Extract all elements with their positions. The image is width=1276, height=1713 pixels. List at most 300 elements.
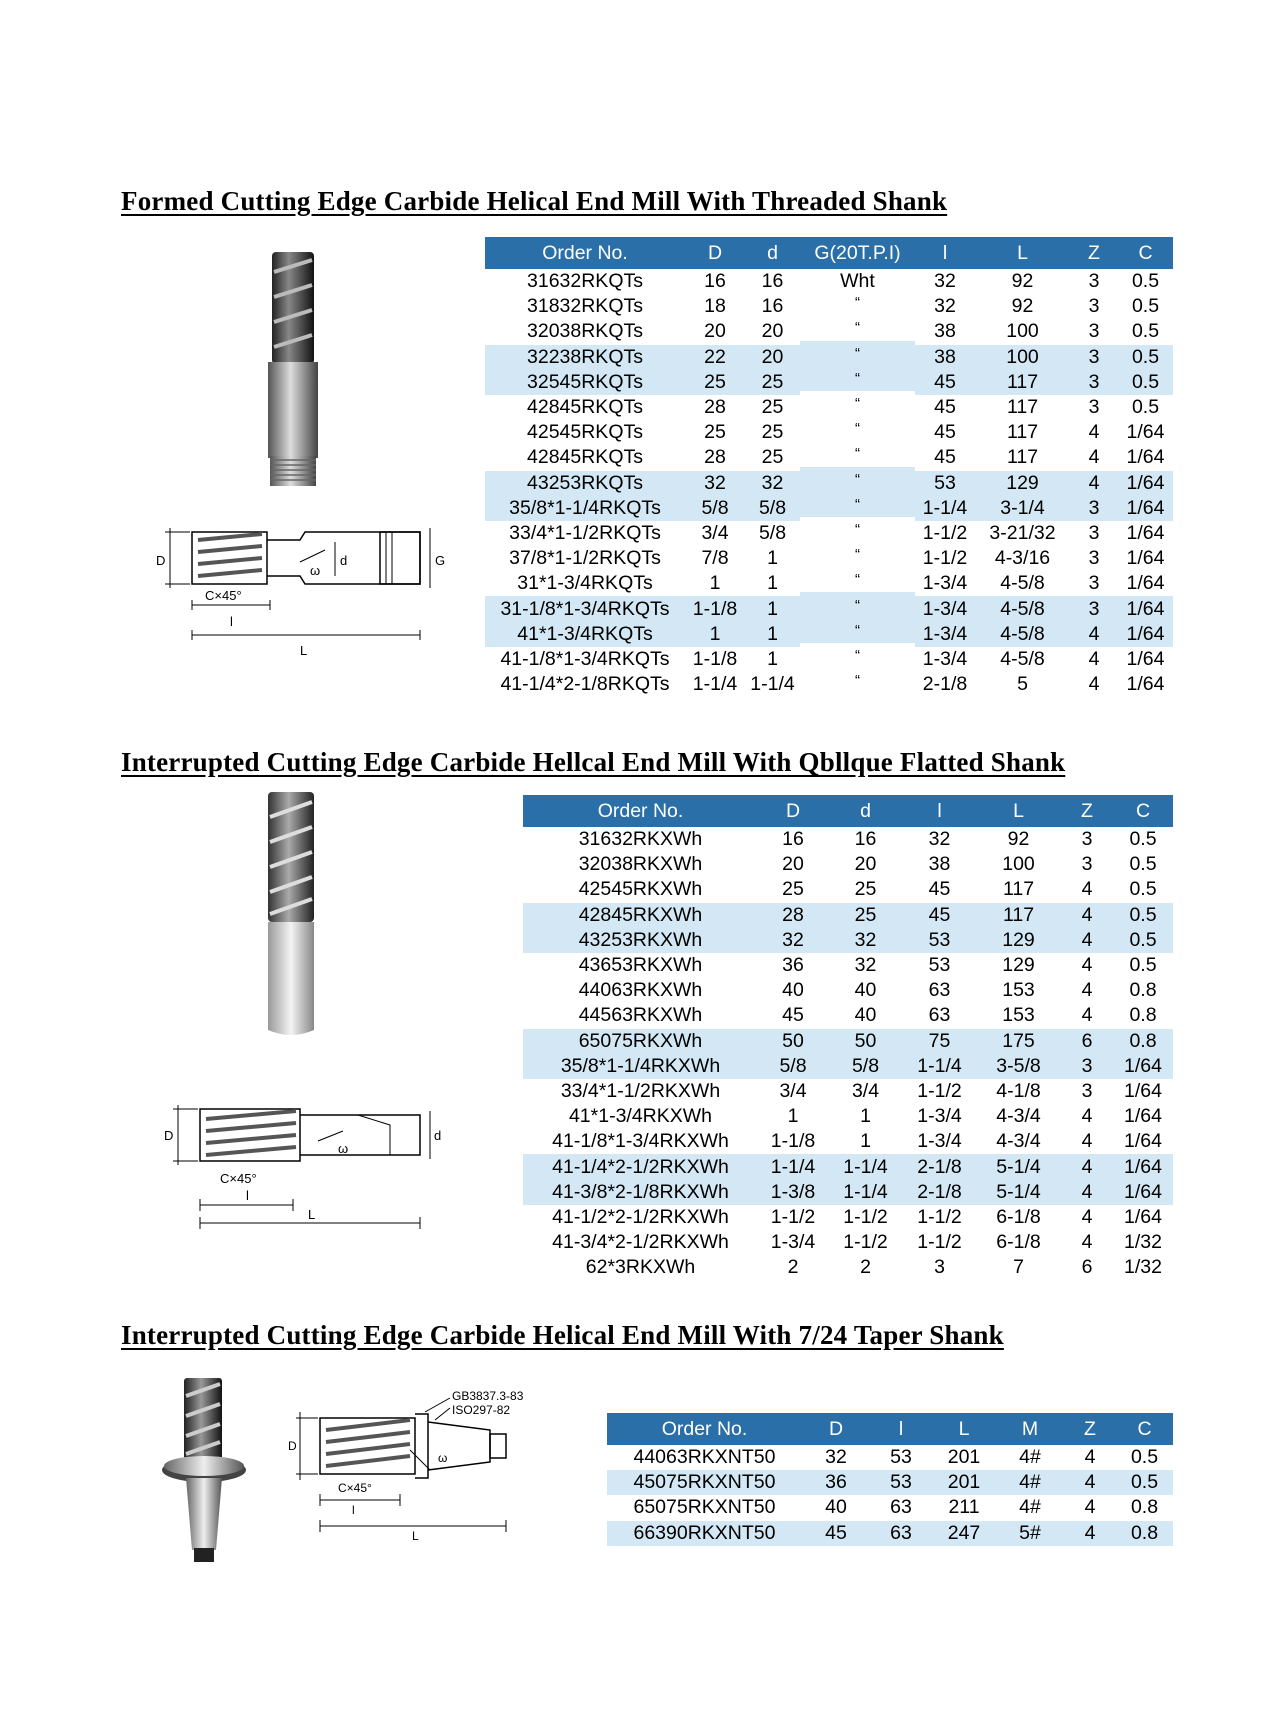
table-cell: 1/64	[1113, 1154, 1173, 1179]
table-cell: 25	[782, 878, 804, 901]
table-cell: 32038RKXWh	[578, 853, 703, 876]
column-header: C	[1118, 237, 1173, 269]
table-cell: “	[855, 571, 860, 589]
table-cell: 18	[704, 295, 726, 318]
table-cell: 0.5	[1113, 903, 1173, 928]
table-cell: 3	[1061, 1054, 1113, 1079]
table-cell: 66390RKXNT50	[607, 1521, 802, 1546]
table-cell: 1-3/4	[922, 647, 968, 670]
table-cell: 5/8	[758, 521, 787, 544]
table-cell: 4-3/4	[996, 1130, 1041, 1153]
table-cell: 0.5	[1129, 954, 1157, 977]
table-cell: 129	[976, 928, 1061, 953]
flatted-shank-technical-drawing	[158, 1095, 458, 1235]
table-cell: 1	[767, 572, 778, 595]
table-cell: 0.5	[1131, 396, 1160, 419]
table-cell: 4#	[1019, 1446, 1041, 1469]
table-cell: 6	[1061, 1029, 1113, 1054]
table-cell: 41*1-3/4RKQTs	[485, 622, 685, 647]
taper-shank-technical-drawing	[290, 1390, 550, 1560]
table-cell: 153	[1002, 1004, 1035, 1027]
table-row	[523, 928, 1173, 953]
table-cell: 41-1/4*2-1/8RKQTs	[500, 673, 670, 696]
drawing-label-L: L	[308, 1207, 316, 1222]
table-cell: 65075RKXWh	[523, 1029, 758, 1054]
table-cell: 33/4*1-1/2RKQTs	[509, 521, 661, 544]
table-cell: 42845RKXWh	[523, 903, 758, 928]
table-cell: 1/32	[1124, 1231, 1162, 1254]
table-row	[607, 1470, 1173, 1495]
table-cell: 63	[928, 979, 951, 1002]
table-cell: “	[800, 366, 915, 391]
table-cell: 4	[1061, 928, 1113, 953]
table-cell: 3	[1081, 853, 1093, 876]
table-cell: 175	[976, 1029, 1061, 1054]
table-cell: 0.5	[1116, 1470, 1173, 1495]
table-cell: 4	[1070, 622, 1118, 647]
column-header: D	[802, 1413, 870, 1445]
table-cell: 62*3RKXWh	[585, 1256, 696, 1279]
table-cell: 3-5/8	[976, 1054, 1061, 1079]
drawing-label-l: l	[352, 1503, 355, 1517]
table-cell: 25	[685, 370, 745, 395]
table-cell: 3	[1081, 1079, 1093, 1102]
table-cell: 32	[934, 270, 956, 293]
table-cell: 1/64	[1113, 1180, 1173, 1205]
column-header: G(20T.P.I)	[800, 237, 915, 269]
table-cell: 0.5	[1130, 1446, 1159, 1469]
table-cell: 1	[767, 547, 778, 570]
table-cell: 50	[828, 1029, 903, 1054]
drawing-label-d: d	[340, 553, 348, 568]
table-cell: 1/32	[1124, 1256, 1162, 1279]
drawing-label-G: G	[435, 553, 446, 568]
column-header: l	[903, 795, 976, 827]
table-cell: 45	[915, 370, 975, 395]
table-cell: 1	[860, 1130, 871, 1153]
section1-spec-table	[485, 237, 1173, 697]
table-cell: 1-3/4	[917, 1105, 962, 1128]
table-cell: 45	[782, 1004, 804, 1027]
table-cell: 4	[1064, 1521, 1116, 1546]
table-cell: 0.8	[1129, 979, 1157, 1002]
table-row	[523, 852, 1173, 877]
table-cell: 53	[915, 471, 975, 496]
table-cell: 1-1/4	[828, 1154, 903, 1179]
table-cell: 4#	[996, 1470, 1064, 1495]
table-cell: 3	[1070, 496, 1118, 521]
column-header: l	[915, 237, 975, 269]
table-cell: 36	[802, 1470, 870, 1495]
table-cell: 4#	[1019, 1496, 1041, 1519]
table-cell: 1/64	[1126, 547, 1165, 570]
table-cell: 25	[704, 421, 726, 444]
table-cell: 2-1/8	[903, 1180, 976, 1205]
column-header: l	[870, 1413, 932, 1445]
table-cell: 32038RKQTs	[527, 320, 643, 343]
table-cell: 1/64	[1126, 446, 1165, 469]
table-cell: 53	[890, 1446, 912, 1469]
section3-spec-table	[607, 1413, 1173, 1546]
column-header: L	[932, 1413, 996, 1445]
table-cell: 1/64	[1126, 421, 1165, 444]
drawing-label-L: L	[300, 643, 308, 658]
table-cell: 43253RKXWh	[523, 928, 758, 953]
table-cell: 117	[1006, 446, 1039, 469]
table-cell: 32	[825, 1446, 847, 1469]
table-cell: 201	[932, 1470, 996, 1495]
table-cell: 0.8	[1116, 1521, 1173, 1546]
table-cell: 1-1/8	[692, 647, 738, 670]
table-cell: 5	[1017, 673, 1028, 696]
table-cell: 4	[1081, 954, 1093, 977]
table-cell: 1-1/2	[843, 1205, 888, 1228]
table-cell: 45	[934, 446, 956, 469]
table-cell: 4	[1084, 1496, 1096, 1519]
column-header: M	[996, 1413, 1064, 1445]
table-cell: 117	[975, 370, 1070, 395]
table-cell: 32	[745, 471, 800, 496]
table-cell: 41-3/8*2-1/8RKXWh	[523, 1180, 758, 1205]
table-cell: 41-1/8*1-3/4RKXWh	[552, 1130, 729, 1153]
table-cell: 75	[903, 1029, 976, 1054]
table-cell: 2-1/8	[922, 673, 968, 696]
table-cell: 40	[782, 979, 804, 1002]
table-cell: 53	[928, 954, 951, 977]
threaded-shank-end-mill-photo	[264, 252, 324, 488]
table-cell: 1-3/8	[758, 1180, 828, 1205]
table-header-row	[485, 237, 1173, 269]
table-cell: 4	[1088, 673, 1100, 696]
table-row	[523, 1129, 1173, 1154]
table-cell: “	[855, 319, 860, 337]
table-cell: 1	[745, 622, 800, 647]
table-cell: 42845RKQTs	[527, 396, 643, 419]
table-cell: 0.5	[1129, 878, 1157, 901]
table-cell: “	[855, 520, 860, 538]
table-cell: 3	[1088, 295, 1100, 318]
table-cell: 1/64	[1126, 673, 1165, 696]
column-header: C	[1116, 1413, 1173, 1445]
taper-shank-end-mill-photo	[158, 1378, 258, 1568]
table-cell: 22	[685, 345, 745, 370]
table-cell: 100	[1002, 853, 1035, 876]
drawing-label-D: D	[156, 553, 166, 568]
table-cell: 20	[704, 320, 726, 343]
table-cell: 40	[854, 979, 877, 1002]
column-header: D	[758, 795, 828, 827]
table-cell: 1-3/4	[917, 1130, 962, 1153]
table-cell: 45	[928, 878, 951, 901]
table-row	[523, 1079, 1173, 1104]
table-cell: 32238RKQTs	[485, 345, 685, 370]
table-cell: 153	[1002, 979, 1035, 1002]
table-cell: 53	[870, 1470, 932, 1495]
table-cell: “	[800, 341, 915, 366]
table-cell: 0.5	[1129, 853, 1157, 876]
section2-title: Interrupted Cutting Edge Carbide Hellcal End Mill With Qbllque Flatted Shank	[121, 747, 1066, 777]
table-cell: 45	[934, 396, 956, 419]
table-cell: 32	[934, 295, 956, 318]
table-cell: 100	[1006, 320, 1039, 343]
table-cell: 42545RKXWh	[578, 878, 703, 901]
table-cell: 5/8	[758, 1054, 828, 1079]
table-cell: 3	[1088, 396, 1100, 419]
table-cell: 4	[1061, 1180, 1113, 1205]
table-cell: 20	[782, 853, 804, 876]
table-row	[523, 1230, 1173, 1255]
table-cell: 3	[1088, 521, 1100, 544]
table-cell: 0.5	[1118, 345, 1173, 370]
table-cell: 2-1/8	[903, 1154, 976, 1179]
table-cell: 1-1/2	[922, 547, 968, 570]
table-cell: 6-1/8	[996, 1205, 1041, 1228]
table-cell: 44063RKXNT50	[633, 1446, 776, 1469]
table-cell: 45	[903, 903, 976, 928]
table-cell: 4	[1081, 878, 1093, 901]
table-cell: 0.5	[1131, 295, 1160, 318]
table-cell: 4	[1081, 1231, 1093, 1254]
column-header: Order No.	[607, 1413, 802, 1445]
table-cell: 6-1/8	[996, 1231, 1041, 1254]
table-cell: 4-5/8	[975, 596, 1070, 621]
table-cell: 5/8	[745, 496, 800, 521]
table-cell: 5/8	[685, 496, 745, 521]
table-cell: 1-3/4	[915, 622, 975, 647]
table-cell: 6	[1081, 1256, 1093, 1279]
table-cell: 41-1/8*1-3/4RKQTs	[500, 647, 670, 670]
table-cell: 5/8	[828, 1054, 903, 1079]
table-cell: 201	[947, 1446, 981, 1469]
table-cell: 4	[1064, 1470, 1116, 1495]
table-cell: 3/4	[779, 1079, 807, 1102]
table-cell: 1	[745, 596, 800, 621]
table-cell: 28	[758, 903, 828, 928]
drawing-label-standard-iso: ISO297-82	[452, 1403, 511, 1417]
table-cell: 4	[1081, 1004, 1093, 1027]
table-row	[523, 978, 1173, 1003]
table-cell: 33/4*1-1/2RKXWh	[560, 1079, 721, 1102]
table-cell: 129	[975, 471, 1070, 496]
column-header: C	[1113, 795, 1173, 827]
table-cell: 1	[767, 647, 778, 670]
table-cell: 4	[1081, 1205, 1093, 1228]
table-cell: 0.5	[1131, 320, 1160, 343]
table-cell: 1/64	[1126, 647, 1165, 670]
table-cell: 5-1/4	[976, 1154, 1061, 1179]
table-cell: 38	[928, 853, 951, 876]
table-row	[523, 1029, 1173, 1054]
table-row	[523, 1180, 1173, 1205]
table-cell: 92	[1011, 295, 1034, 318]
drawing-label-standard-gb: GB3837.3-83	[452, 1389, 524, 1403]
table-cell: 3	[1088, 320, 1100, 343]
table-cell: 92	[1007, 828, 1030, 851]
drawing-label-L: L	[412, 1529, 419, 1543]
section2-spec-table	[523, 795, 1173, 1280]
table-cell: 1-1/4	[692, 673, 738, 696]
table-cell: 44563RKXWh	[578, 1004, 703, 1027]
drawing-label-chamfer: C×45°	[205, 588, 242, 603]
table-cell: 43653RKXWh	[578, 954, 703, 977]
table-cell: 0.5	[1118, 370, 1173, 395]
table-header-row	[523, 795, 1173, 827]
column-header: Order No.	[485, 237, 685, 269]
table-row	[523, 953, 1173, 978]
table-cell: 0.5	[1113, 928, 1173, 953]
table-cell: 1/64	[1124, 1079, 1162, 1102]
table-cell: 4	[1061, 903, 1113, 928]
table-cell: 37/8*1-1/2RKQTs	[509, 547, 661, 570]
table-cell: 1/64	[1126, 521, 1165, 544]
table-cell: 7/8	[701, 547, 729, 570]
table-cell: 4	[1088, 647, 1100, 670]
table-cell: 25	[745, 370, 800, 395]
table-cell: 16	[761, 270, 784, 293]
table-cell: 16	[761, 295, 784, 318]
table-cell: Wht	[840, 270, 875, 293]
table-cell: 117	[1006, 396, 1039, 419]
table-cell: 44063RKXWh	[578, 979, 703, 1002]
table-cell: 1/64	[1124, 1105, 1162, 1128]
table-cell: 117	[976, 903, 1061, 928]
table-row	[607, 1445, 1173, 1470]
drawing-label-d: d	[434, 1128, 442, 1143]
table-cell: 32	[758, 928, 828, 953]
table-cell: 211	[948, 1496, 980, 1519]
table-cell: 3-21/32	[989, 521, 1056, 544]
table-cell: 1/64	[1118, 596, 1173, 621]
table-cell: “	[855, 672, 860, 690]
table-cell: 4	[1061, 1154, 1113, 1179]
table-cell: “	[855, 395, 860, 413]
table-cell: 1-1/2	[770, 1205, 816, 1228]
drawing-label-omega: ω	[438, 1451, 448, 1465]
table-cell: “	[855, 445, 860, 463]
table-row	[607, 1521, 1173, 1546]
table-row	[523, 1205, 1173, 1230]
table-cell: 0.8	[1129, 1004, 1157, 1027]
table-header-row	[607, 1413, 1173, 1445]
table-cell: “	[855, 294, 860, 312]
column-header: L	[976, 795, 1061, 827]
drawing-label-chamfer: C×45°	[338, 1481, 372, 1495]
drawing-label-chamfer: C×45°	[220, 1171, 257, 1186]
table-cell: 31632RKXWh	[578, 828, 703, 851]
table-cell: 1-1/2	[917, 1079, 962, 1102]
column-header: Z	[1070, 237, 1118, 269]
table-cell: 3-1/4	[975, 496, 1070, 521]
table-cell: 3	[934, 1256, 945, 1279]
table-cell: “	[800, 618, 915, 643]
table-cell: 20	[745, 345, 800, 370]
table-cell: 32	[685, 471, 745, 496]
table-cell: 1-1/8	[770, 1130, 816, 1153]
table-cell: 31632RKQTs	[527, 270, 643, 293]
table-cell: 3	[1070, 345, 1118, 370]
table-cell: 1-1/4	[828, 1180, 903, 1205]
table-cell: 129	[1002, 954, 1035, 977]
drawing-label-omega: ω	[310, 563, 321, 578]
table-cell: “	[855, 420, 860, 438]
column-header: d	[828, 795, 903, 827]
table-cell: 92	[1011, 270, 1034, 293]
table-cell: 1-1/2	[917, 1231, 962, 1254]
table-cell: 4-5/8	[1000, 572, 1045, 595]
table-cell: 3/4	[701, 521, 729, 544]
column-header: Order No.	[523, 795, 758, 827]
table-cell: 3	[1088, 270, 1100, 293]
table-cell: 31832RKQTs	[527, 295, 643, 318]
table-row	[523, 1104, 1173, 1129]
table-row	[523, 1154, 1173, 1179]
table-cell: 7	[1013, 1256, 1024, 1279]
section1-title: Formed Cutting Edge Carbide Helical End Mill With Threaded Shank	[121, 186, 948, 216]
table-cell: 4	[1081, 979, 1093, 1002]
table-cell: 1-1/2	[917, 1205, 962, 1228]
table-cell: 25	[761, 421, 784, 444]
table-row	[523, 877, 1173, 902]
table-cell: 1/64	[1118, 622, 1173, 647]
drawing-label-l: l	[230, 614, 233, 629]
table-cell: 32	[928, 828, 951, 851]
table-cell: 32545RKQTs	[485, 370, 685, 395]
table-row	[523, 827, 1173, 852]
table-cell: 32	[854, 954, 877, 977]
column-header: L	[975, 237, 1070, 269]
table-cell: 38	[934, 320, 956, 343]
table-cell: 1	[860, 1105, 871, 1128]
table-cell: 117	[1006, 421, 1039, 444]
table-cell: 1-3/4	[915, 596, 975, 621]
table-cell: 42545RKQTs	[527, 421, 643, 444]
table-cell: 1/64	[1126, 572, 1165, 595]
table-cell: 45	[934, 421, 956, 444]
table-cell: “	[800, 592, 915, 617]
table-cell: 43253RKQTs	[485, 471, 685, 496]
table-cell: 1-1/4	[903, 1054, 976, 1079]
table-cell: 3/4	[851, 1079, 880, 1102]
table-cell: 4-3/16	[994, 547, 1051, 570]
table-cell: 5#	[996, 1521, 1064, 1546]
table-cell: 1/64	[1124, 1205, 1162, 1228]
table-cell: 45	[802, 1521, 870, 1546]
column-header: Z	[1061, 795, 1113, 827]
table-row	[523, 1054, 1173, 1079]
table-cell: 31-1/8*1-3/4RKQTs	[485, 596, 685, 621]
drawing-label-omega: ω	[338, 1141, 349, 1156]
table-cell: 3	[1081, 828, 1093, 851]
table-cell: 3	[1088, 547, 1100, 570]
table-cell: 247	[932, 1521, 996, 1546]
table-cell: 35/8*1-1/4RKXWh	[523, 1054, 758, 1079]
table-cell: 0.5	[1131, 270, 1160, 293]
table-cell: 1/64	[1124, 1130, 1162, 1153]
table-cell: 53	[903, 928, 976, 953]
table-cell: 1-1/8	[685, 596, 745, 621]
table-cell: 4-3/4	[996, 1105, 1041, 1128]
table-cell: 40	[854, 1004, 877, 1027]
table-cell: 4	[1081, 1105, 1093, 1128]
table-cell: 63	[928, 1004, 951, 1027]
drawing-label-D: D	[164, 1128, 174, 1143]
table-cell: 3	[1088, 572, 1100, 595]
section3-title: Interrupted Cutting Edge Carbide Helical End Mill With 7/24 Taper Shank	[121, 1320, 1004, 1350]
table-cell: 1-1/2	[922, 521, 968, 544]
table-cell: “	[800, 492, 915, 517]
table-cell: 28	[704, 396, 726, 419]
table-cell: 1-1/4	[758, 1154, 828, 1179]
